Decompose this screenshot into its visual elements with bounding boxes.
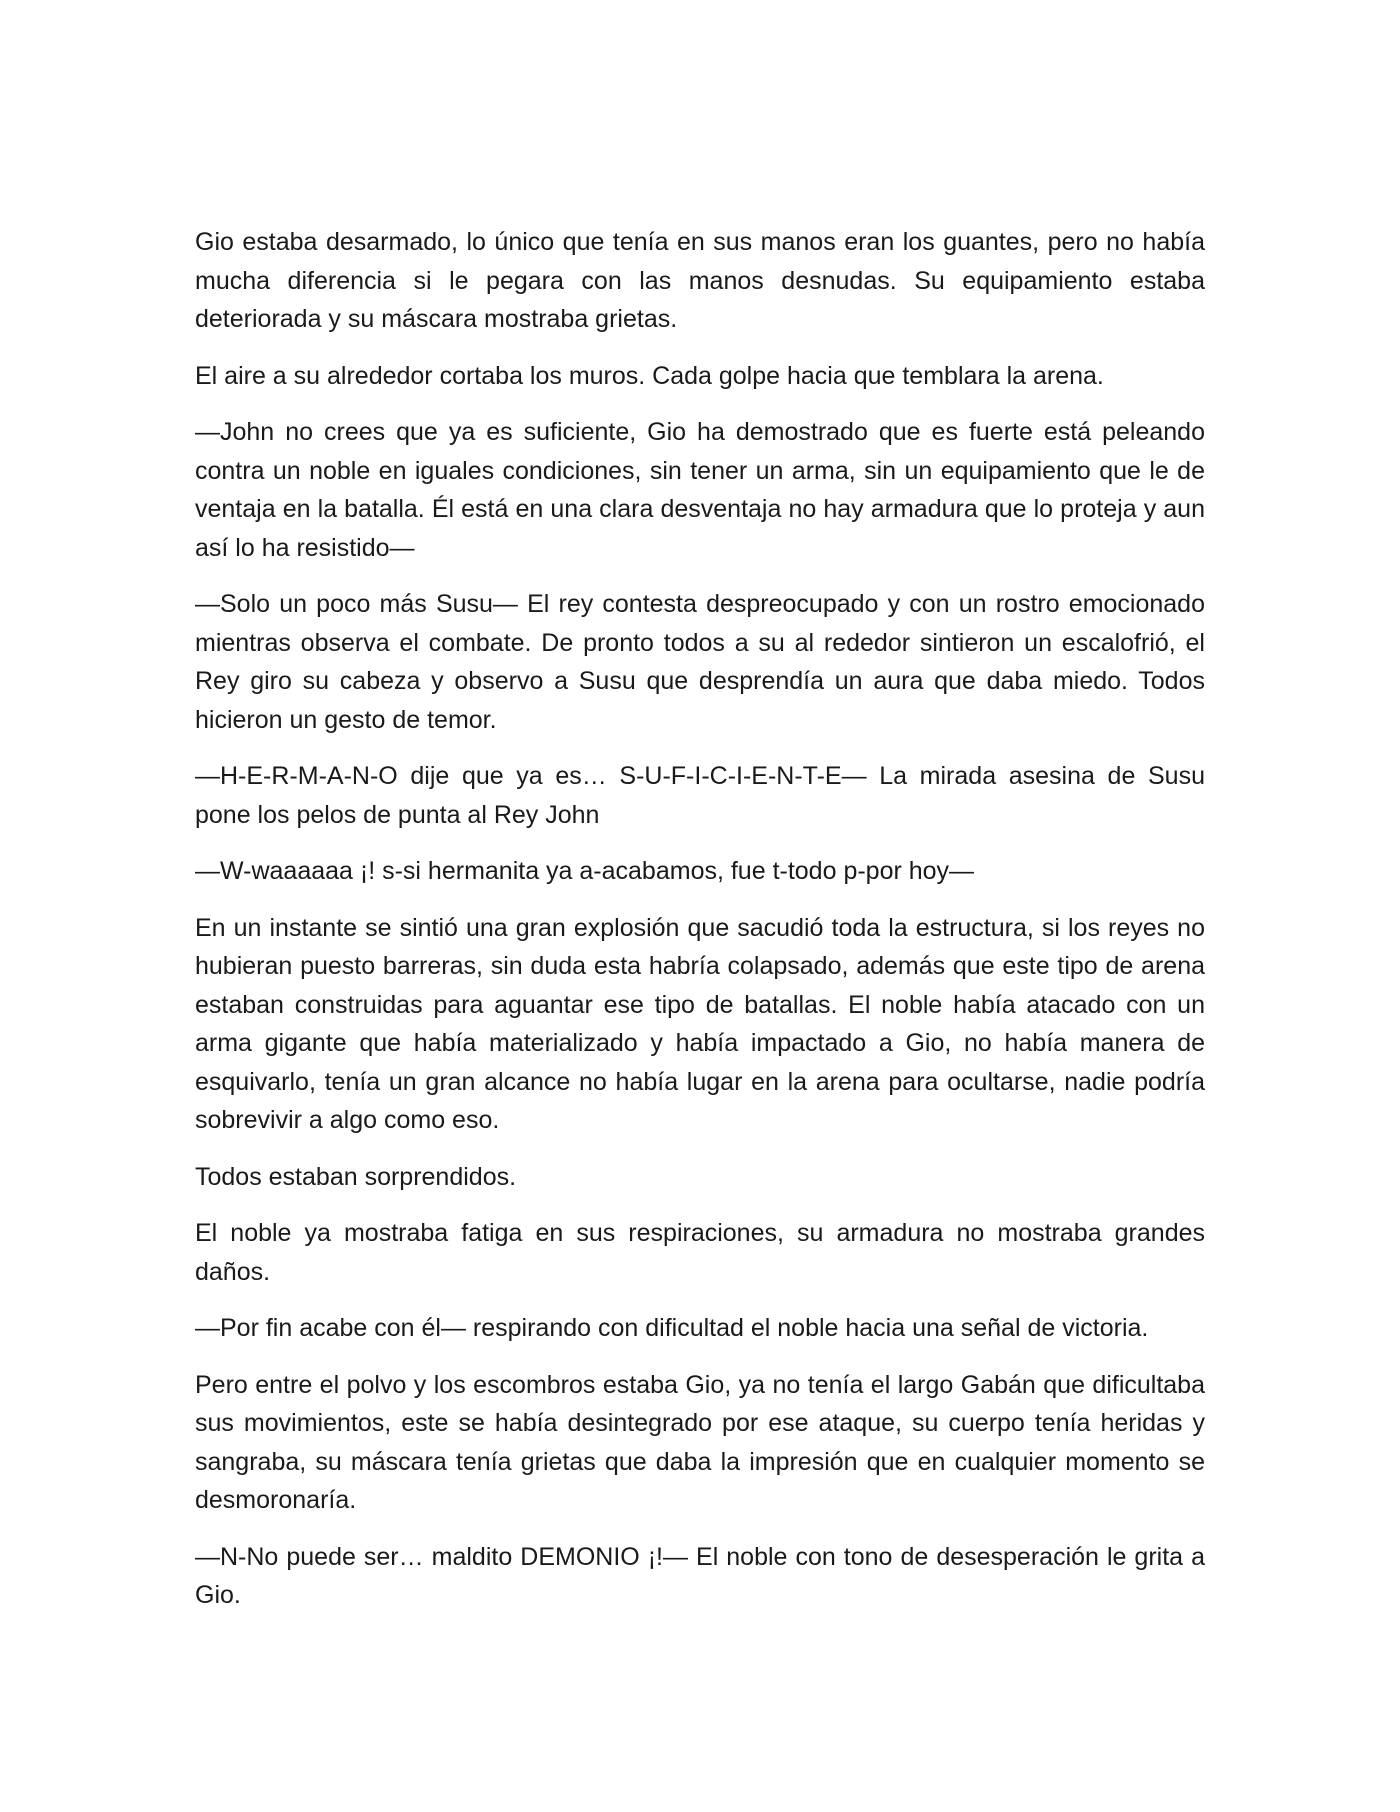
paragraph: En un instante se sintió una gran explosión que sacudió toda la estructura, si los reyes no hubieran puesto barreras, sin duda esta habría colapsado, además que este tipo de arena estaban construidas para aguantar ese tipo de batallas. El noble había atacado con un arma gigante que había materializado y había impactado a Gio, no había manera de esquivarlo, tenía un gran alcance no había lugar en la arena para ocultarse, nadie podría sobrevivir a algo como eso.	[195, 913, 1205, 1134]
document-page	[195, 223, 1205, 1633]
paragraph: El noble ya mostraba fatiga en sus respiraciones, su armadura no mostraba grandes daños.	[195, 1219, 1205, 1286]
paragraph: —Solo un poco más Susu— El rey contesta despreocupado y con un rostro emocionado mientras observa el combate. De pronto todos a su al rededor sintieron un escalofrió, el Rey giro su cabeza y observo a Susu que desprendía un aura que daba miedo. Todos hicieron un gesto de temor.	[195, 590, 1205, 734]
paragraph: Gio estaba desarmado, lo único que tenía en sus manos eran los guantes, pero no había mucha diferencia si le pegara con las manos desnudas. Su equipamiento estaba deteriorada y su máscara mostraba grietas.	[195, 228, 1205, 333]
paragraph: El aire a su alrededor cortaba los muros. Cada golpe hacia que temblara la arena.	[195, 361, 1104, 390]
paragraph: —H-E-R-M-A-N-O dije que ya es… S-U-F-I-C-I-E-N-T-E— La mirada asesina de Susu pone los pelos de punta al Rey John	[195, 762, 1205, 829]
paragraph: —N-No puede ser… maldito DEMONIO ¡!— El noble con tono de desesperación le grita a Gio.	[195, 1542, 1205, 1609]
paragraph: —Por fin acabe con él— respirando con dificultad el noble hacia una señal de victoria.	[195, 1314, 1149, 1342]
paragraph: —W-waaaaaa ¡! s-si hermanita ya a-acabamos, fue t-todo p-por hoy—	[195, 857, 975, 885]
paragraph: —John no crees que ya es suficiente, Gio ha demostrado que es fuerte está peleando contra un noble en iguales condiciones, sin tener un arma, sin un equipamiento que le de ventaja en la batalla. Él está en una clara desventaja no hay armadura que lo proteja y aun así lo ha resistido—	[195, 418, 1205, 562]
paragraph: Todos estaban sorprendidos.	[195, 1162, 517, 1191]
paragraph: Pero entre el polvo y los escombros estaba Gio, ya no tenía el largo Gabán que dificultaba sus movimientos, este se había desintegrado por ese ataque, su cuerpo tenía heridas y sangraba, su máscara tenía grietas que daba la impresión que en cualquier momento se desmoronaría.	[195, 1370, 1205, 1514]
